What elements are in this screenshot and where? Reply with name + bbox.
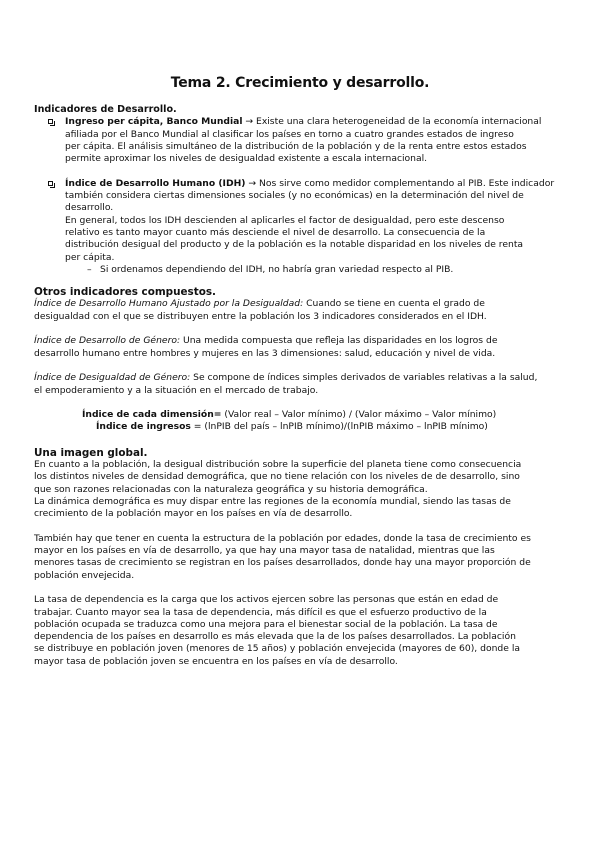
paragraph-line: [34, 298, 562, 310]
paragraph-line: menores tasas de crecimiento se registran en los países desarrollados, donde hay una mayor proporción de: [34, 557, 531, 569]
bullet-line: también considera ciertas dimensiones sociales (y no económicas) en la determinación del nivel de: [65, 190, 524, 202]
formula-dimension: [34, 409, 562, 421]
paragraph-line: se distribuye en población joven (menores de 15 años) y población envejecida (mayores de 60), donde la: [34, 643, 521, 655]
paragraph-line: La dinámica demográfica es muy dispar entre las regiones de la economía mundial, siendo las tasas de: [34, 495, 511, 507]
bullet-line: [65, 178, 562, 190]
paragraph-line: trabajar. Cuanto mayor sea la tasa de dependencia, más difícil es que el esfuerzo productivo de la: [34, 606, 487, 618]
formula-expression: = (lnPIB del país – lnPIB mínimo)/(lnPIB máximo – lnPIB mínimo): [190, 421, 488, 433]
bullet-label: Índice de Desarrollo Humano (IDH): [65, 177, 246, 189]
paragraph-text: Una medida compuesta que refleja las disparidades en los logros de: [180, 335, 498, 347]
paragraph-line: mayor tasa de población joven se encuentra en los países en vía de desarrollo.: [34, 655, 398, 667]
bullet-line: per cápita. El análisis simultáneo de la distribución de la población y de la renta entre estos estados: [65, 140, 527, 152]
term-italic: Índice de Desarrollo Humano Ajustado por la Desigualdad:: [34, 298, 304, 310]
paragraph-line: el empoderamiento y a la situación en el mercado de trabajo.: [34, 384, 319, 396]
bullet-text: Nos sirve como medidor complementando al PIB. Este indicador: [259, 177, 555, 189]
bullet-line: per cápita.: [65, 251, 115, 263]
formula-ingresos: [34, 421, 562, 433]
bullet-idh: [34, 178, 562, 264]
paragraph-line: La tasa de dependencia es la carga que los activos ejercen sobre las personas que están en edad de: [34, 594, 499, 606]
formula-expression: (Valor real – Valor mínimo) / (Valor máximo – Valor mínimo): [221, 409, 497, 421]
bullet-line: afiliada por el Banco Mundial al clasificar los países en torno a cuatro grandes estados de ingreso: [65, 128, 514, 140]
paragraph-line: En cuanto a la población, la desigual distribución sobre la superficie del planeta tiene como consecuencia: [34, 459, 522, 471]
paragraph-line: dependencia de los países en desarrollo es más elevada que la de los países desarrollados. La población: [34, 631, 516, 643]
dash-bullet-icon: –: [87, 263, 92, 275]
checkbox-bullet-icon: [48, 181, 53, 186]
bullet-ingreso-per-capita: [34, 116, 562, 165]
bullet-text: Existe una clara heterogeneidad de la economía internacional: [256, 116, 542, 128]
checkbox-bullet-icon: [48, 119, 53, 124]
bullet-line: En general, todos los IDH descienden al aplicarles el factor de desigualdad, pero este descenso: [65, 214, 505, 226]
paragraph-line: crecimiento de la población mayor en los países en vía de desarrollo.: [34, 508, 353, 520]
paragraph-line: desigualdad con el que se distribuyen entre la población los 3 indicadores considerados en el IDH.: [34, 310, 487, 322]
section-heading-indicadores: Indicadores de Desarrollo.: [34, 104, 177, 115]
paragraph-line: población ocupada se traduzca como una mejora para el bienestar social de la población. La tasa de: [34, 618, 498, 630]
paragraph-line: [34, 372, 562, 384]
formula-label: Índice de ingresos: [96, 421, 191, 433]
bullet-line: desarrollo.: [65, 202, 114, 214]
paragraph-line: mayor en los países en vía de desarrollo, ya que hay una mayor tasa de natalidad, mientras que las: [34, 545, 495, 557]
arrow-right-icon: →: [248, 177, 257, 189]
paragraph-text: Se compone de índices simples derivados de variables relativas a la salud,: [190, 372, 538, 384]
section-heading-imagen-global: Una imagen global.: [34, 446, 148, 459]
paragraph-line: [34, 335, 562, 347]
paragraph-line: los distintos niveles de densidad demográfica, que no tiene relación con los niveles de de desarrollo, sino: [34, 471, 520, 483]
bullet-line: [65, 116, 562, 128]
bullet-line: distribución desigual del producto y de la población es la notable disparidad en los niveles de renta: [65, 239, 524, 251]
formula-label: Índice de cada dimensión=: [82, 409, 222, 421]
arrow-right-icon: →: [245, 116, 254, 128]
paragraph-line: población envejecida.: [34, 569, 135, 581]
section-heading-otros-indicadores: Otros indicadores compuestos.: [34, 286, 216, 299]
bullet-label: Ingreso per cápita, Banco Mundial: [65, 116, 243, 128]
term-italic: Índice de Desigualdad de Género:: [34, 372, 191, 384]
paragraph-line: También hay que tener en cuenta la estructura de la población por edades, donde la tasa de crecimiento es: [34, 532, 531, 544]
paragraph-text: Cuando se tiene en cuenta el grado de: [303, 298, 485, 310]
bullet-line: relativo es tanto mayor cuanto más desciende el nivel de desarrollo. La consecuencia de la: [65, 226, 486, 238]
bullet-line: permite aproximar los niveles de desigualdad existente a escala internacional.: [65, 153, 428, 165]
term-italic: Índice de Desarrollo de Género:: [34, 335, 181, 347]
sub-bullet-text: Si ordenamos dependiendo del IDH, no habría gran variedad respecto al PIB.: [100, 263, 454, 275]
document-body: [34, 104, 562, 668]
paragraph-line: desarrollo humano entre hombres y mujeres en las 3 dimensiones: salud, educación y nivel de vida.: [34, 347, 496, 359]
sub-bullet: [34, 264, 562, 276]
page-title: Tema 2. Crecimiento y desarrollo.: [170, 75, 430, 91]
paragraph-line: que son razones relacionadas con la naturaleza geográfica y su historia demográfica.: [34, 483, 428, 495]
